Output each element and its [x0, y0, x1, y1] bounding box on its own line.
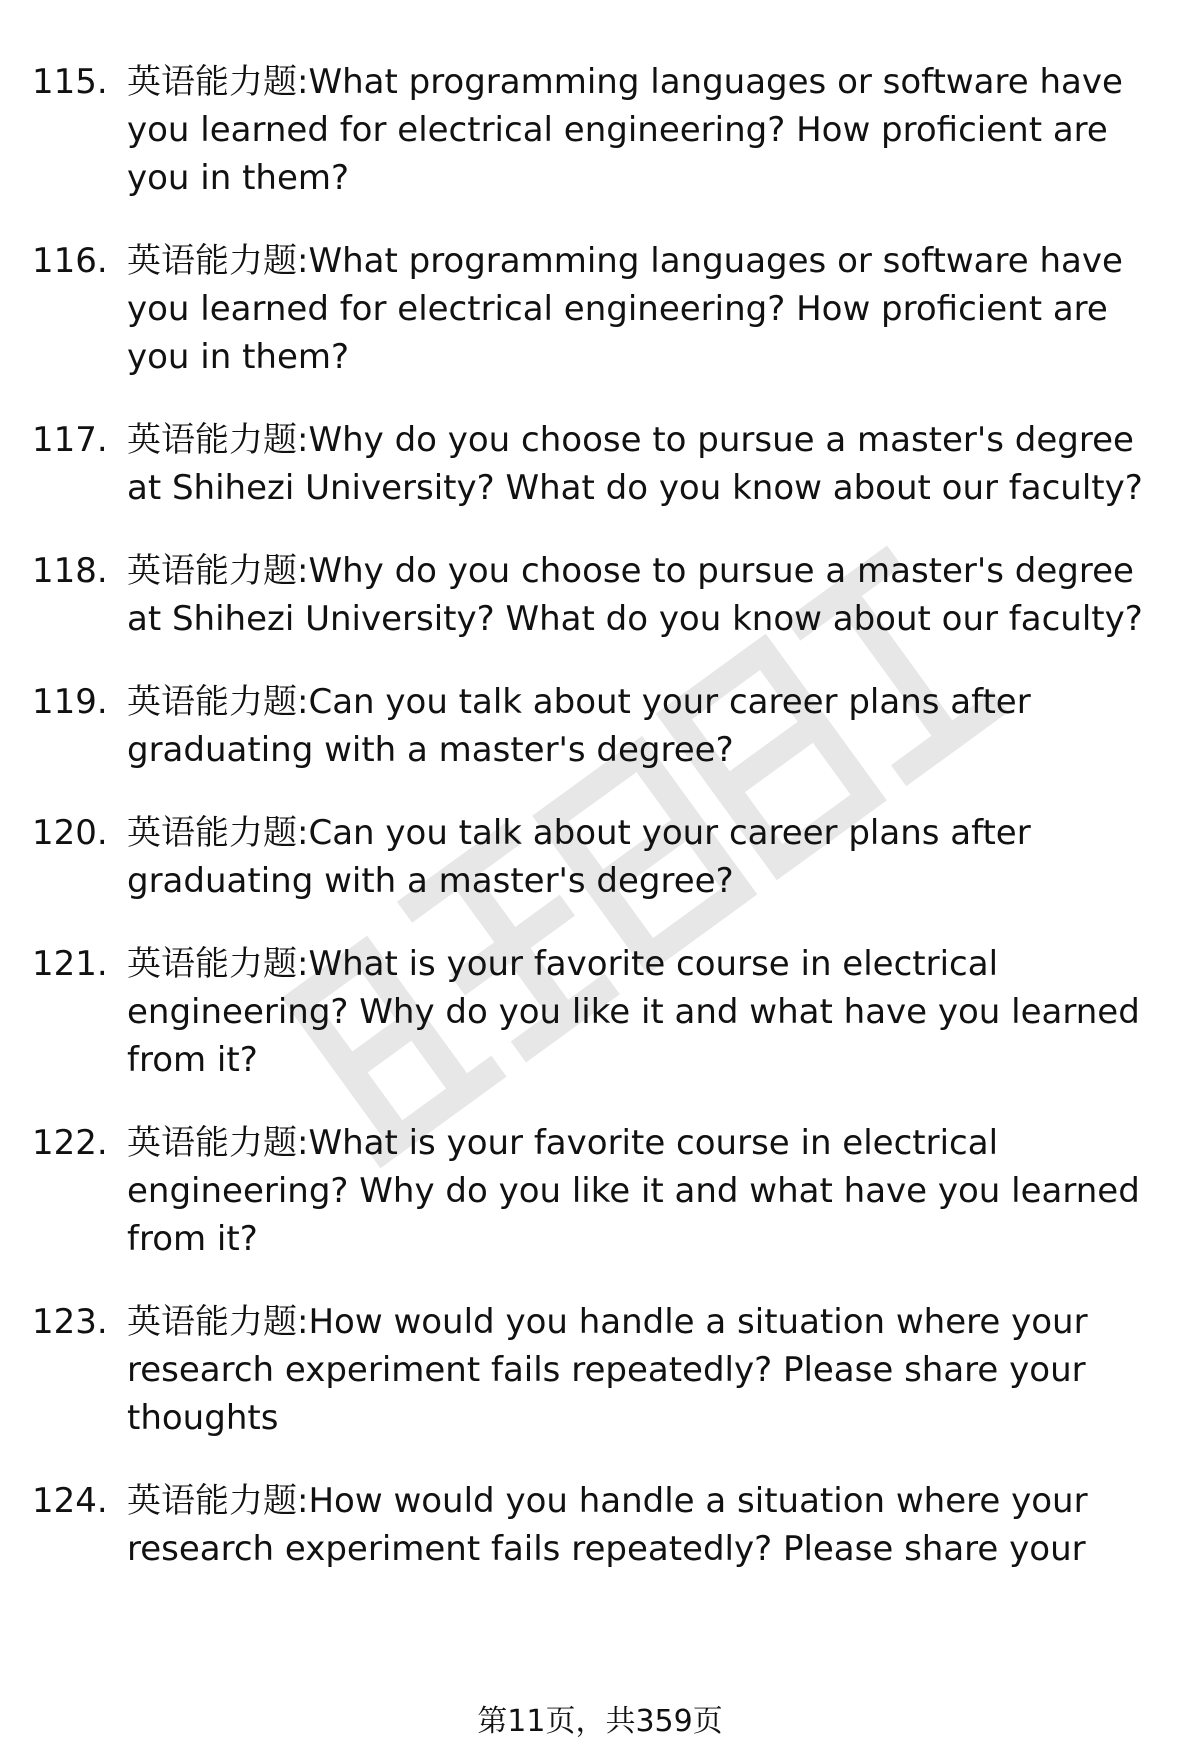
question-body [127, 678, 1167, 774]
question-text: What programming languages or software have you learned for electrical engineering? How proficient are you in them? [127, 241, 1123, 377]
question-separator: : [297, 1481, 309, 1521]
question-text: Why do you choose to pursue a master's degree at Shihezi University? What do you know about our faculty? [127, 420, 1143, 508]
question-item [32, 678, 1167, 774]
question-text: How would you handle a situation where your research experiment fails repeatedly? Please share your [127, 1481, 1088, 1569]
question-number: 119. [32, 682, 108, 722]
question-category: 英语能力题 [127, 420, 297, 460]
question-category: 英语能力题 [127, 1123, 297, 1163]
question-separator: : [297, 420, 309, 460]
question-separator: : [297, 241, 309, 281]
question-item [32, 1298, 1167, 1442]
question-category: 英语能力题 [127, 241, 297, 281]
question-separator: : [297, 1302, 309, 1342]
question-number: 122. [32, 1123, 108, 1163]
question-text: Can you talk about your career plans after graduating with a master's degree? [127, 813, 1031, 901]
question-body [127, 1477, 1167, 1573]
question-category: 英语能力题 [127, 944, 297, 984]
question-item [32, 1477, 1167, 1573]
question-body [127, 940, 1167, 1084]
question-text: What is your favorite course in electrical engineering? Why do you like it and what have you learned from it? [127, 944, 1140, 1080]
question-category: 英语能力题 [127, 1302, 297, 1342]
question-separator: : [297, 62, 309, 102]
question-item [32, 940, 1167, 1084]
question-number: 120. [32, 813, 108, 853]
question-body [127, 416, 1167, 512]
question-category: 英语能力题 [127, 62, 297, 102]
question-category: 英语能力题 [127, 682, 297, 722]
question-number: 121. [32, 944, 108, 984]
question-body [127, 237, 1167, 381]
question-body [127, 547, 1167, 643]
question-number: 124. [32, 1481, 108, 1521]
question-separator: : [297, 1123, 309, 1163]
question-number: 118. [32, 551, 108, 591]
question-item [32, 809, 1167, 905]
question-body [127, 58, 1167, 202]
question-separator: : [297, 944, 309, 984]
question-category: 英语能力题 [127, 1481, 297, 1521]
question-item [32, 1119, 1167, 1263]
question-body [127, 1119, 1167, 1263]
question-separator: : [297, 813, 309, 853]
question-item [32, 58, 1167, 202]
page-footer: 第11页，共359页 [477, 1704, 723, 1739]
question-text: How would you handle a situation where your research experiment fails repeatedly? Please share your thoughts [127, 1302, 1088, 1438]
question-text: What is your favorite course in electrical engineering? Why do you like it and what have you learned from it? [127, 1123, 1140, 1259]
question-number: 117. [32, 420, 108, 460]
question-body [127, 809, 1167, 905]
question-text: Can you talk about your career plans after graduating with a master's degree? [127, 682, 1031, 770]
question-item [32, 547, 1167, 643]
question-category: 英语能力题 [127, 551, 297, 591]
question-number: 123. [32, 1302, 108, 1342]
question-body [127, 1298, 1167, 1442]
question-list [32, 58, 1167, 1608]
question-text: What programming languages or software have you learned for electrical engineering? How proficient are you in them? [127, 62, 1123, 198]
question-item [32, 416, 1167, 512]
question-text: Why do you choose to pursue a master's degree at Shihezi University? What do you know about our faculty? [127, 551, 1143, 639]
question-category: 英语能力题 [127, 813, 297, 853]
question-number: 115. [32, 62, 108, 102]
question-number: 116. [32, 241, 108, 281]
question-separator: : [297, 551, 309, 591]
question-item [32, 237, 1167, 381]
question-separator: : [297, 682, 309, 722]
